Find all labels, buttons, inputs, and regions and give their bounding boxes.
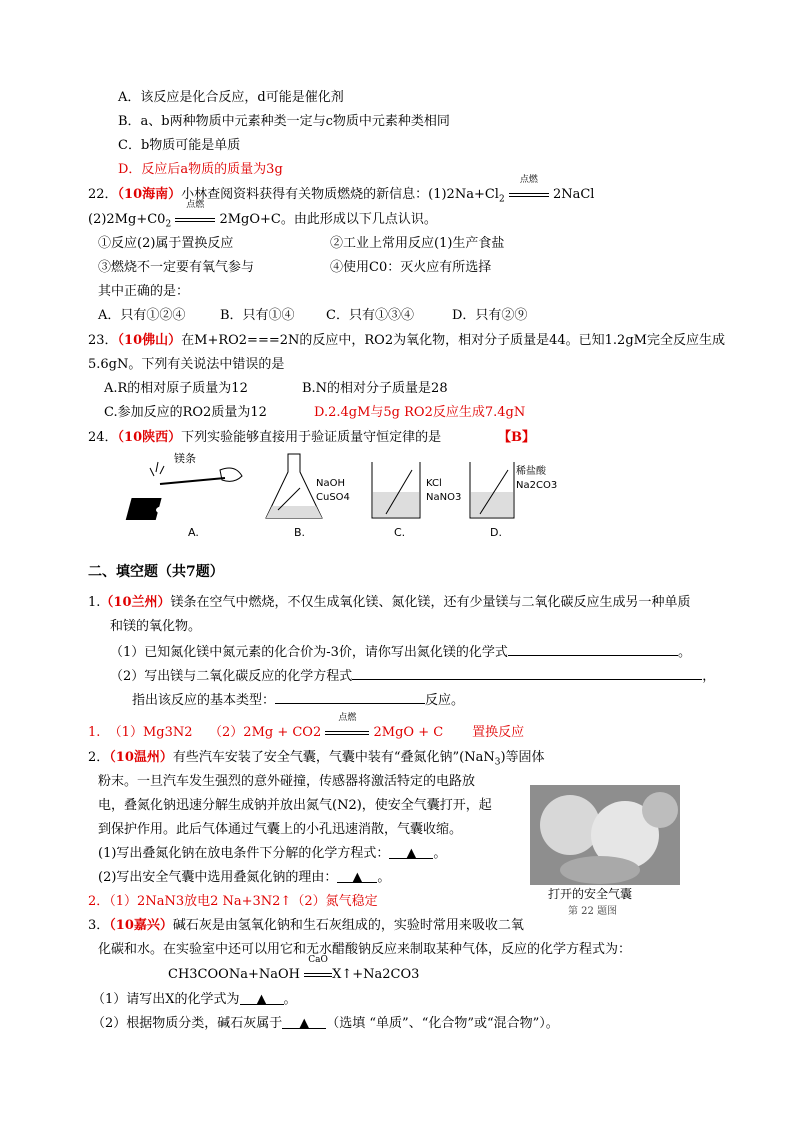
q23-line2: 5.6gN。下列有关说法中错误的是 bbox=[88, 357, 285, 372]
q22-option-a: A．只有①②④ bbox=[98, 308, 186, 323]
experiment-figure bbox=[140, 448, 558, 540]
q23-option-d: D.2.4gM与5g RO2反应生成7.4gN bbox=[314, 405, 526, 420]
label-hcl: 稀盐酸 bbox=[516, 466, 546, 477]
reaction-condition: 点燃 bbox=[509, 185, 549, 205]
q23-option-a: A.R的相对原子质量为12 bbox=[104, 381, 248, 396]
label-nano3: NaNO3 bbox=[426, 492, 462, 503]
apparatus-b bbox=[266, 454, 350, 539]
f3-question-2: （2）根据物质分类，碱石灰属于 ▲ （选填 “单质”、“化合物”或“混合物”）。 bbox=[92, 1016, 559, 1031]
f3-line2: 化碳和水。在实验室中还可以用它和无水醋酸钠反应来制取某种气体，反应的化学方程式为： bbox=[98, 942, 632, 957]
q24-answer: 【B】 bbox=[498, 430, 535, 445]
q23-option-c: C.参加反应的RO2质量为12 bbox=[104, 405, 267, 420]
label-na2co3: Na2CO3 bbox=[516, 480, 558, 491]
answer-blank[interactable]: ▲ bbox=[240, 990, 284, 1005]
photo-caption: 打开的安全气囊 bbox=[548, 887, 633, 901]
f2-question-1: (1)写出叠氮化钠在放电条件下分解的化学方程式： ▲ 。 bbox=[98, 846, 447, 861]
answer-blank[interactable]: ▲ bbox=[337, 868, 377, 883]
caption-d: D. bbox=[490, 526, 502, 539]
caption-b: B. bbox=[294, 526, 306, 539]
f2-line1: 2．（10温州）有些汽车安装了安全气囊，气囊中装有“叠氮化钠”(NaN$_3$)等固体 bbox=[88, 750, 545, 768]
answer-blank[interactable]: ▲ bbox=[282, 1014, 326, 1029]
q21-option-b: B．a、b两种物质中元素种类一定与c物质中元素种类相同 bbox=[118, 114, 450, 129]
label-magnesium: 镁条 bbox=[174, 452, 196, 465]
f2-line2: 粉末。一旦汽车发生强烈的意外碰撞，传感器将激活特定的电路放 bbox=[98, 774, 476, 789]
label-naoh: NaOH bbox=[316, 478, 345, 489]
apparatus-d bbox=[470, 462, 557, 539]
airbag-photo bbox=[530, 785, 680, 885]
q24-line: 24．（10陕西）下列实验能够直接用于验证质量守恒定律的是 bbox=[88, 430, 442, 445]
f3-question-1: （1）请写出X的化学式为 ▲ 。 bbox=[92, 992, 297, 1007]
f1-question-2: （2）写出镁与二氧化碳反应的化学方程式 ， bbox=[110, 665, 715, 687]
answer-blank[interactable]: ▲ bbox=[389, 844, 433, 859]
apparatus-a bbox=[126, 451, 242, 539]
answer-blank[interactable] bbox=[275, 689, 425, 704]
q22-option-c: C．只有①③④ bbox=[326, 308, 414, 323]
q22-option-d: D．只有②⑨ bbox=[452, 308, 528, 323]
q23-line1: 23．（10佛山）在M+RO2===2N的反应中，RO2为氧化物，相对分子质量是44。已知1.2gM完全反应生成 bbox=[88, 333, 725, 348]
f3-line1: 3．（10嘉兴）碱石灰是由氢氧化钠和生石灰组成的，实验时常用来吸收二氧 bbox=[88, 918, 524, 933]
q22-statement-1: ①反应(2)属于置换反应 bbox=[98, 236, 234, 251]
q22-prompt: 其中正确的是： bbox=[98, 284, 190, 299]
q23-option-b: B.N的相对分子质量是28 bbox=[302, 381, 448, 396]
q21-option-c: C．b物质可能是单质 bbox=[118, 138, 241, 153]
f2-line3: 电，叠氮化钠迅速分解生成钠并放出氮气(N2)，使安全气囊打开，起 bbox=[98, 798, 492, 813]
photo-subcaption: 第 22 题图 bbox=[568, 906, 618, 917]
f1-answer: 1. （1）Mg3N2 （2）2Mg + CO2 点燃 2MgO + C 置换反应 bbox=[88, 723, 524, 743]
caption-c: C. bbox=[394, 526, 406, 539]
f1-line2: 和镁的氧化物。 bbox=[110, 619, 202, 634]
f2-line4: 到保护作用。此后气体通过气囊上的小孔迅速消散，气囊收缩。 bbox=[98, 822, 463, 837]
q22-option-b: B．只有①④ bbox=[220, 308, 295, 323]
caption-a: A. bbox=[188, 526, 199, 539]
f1-line1: 1.（10兰州）镁条在空气中燃烧，不仅生成氧化镁、氮化镁，还有少量镁与二氧化碳反应生成另一种单质 bbox=[88, 595, 691, 610]
f3-equation: CH3COONa+NaOH CaO X↑+Na2CO3 bbox=[168, 965, 419, 985]
f2-answer: 2．（1）2NaN3放电2 Na+3N2↑（2）氮气稳定 bbox=[88, 894, 378, 909]
q21-option-a: A．该反应是化合反应，d可能是催化剂 bbox=[118, 90, 344, 105]
answer-blank[interactable] bbox=[352, 665, 702, 680]
reaction-condition-2: 点燃 bbox=[175, 210, 215, 230]
q22-statement-3: ③燃烧不一定要有氧气参与 bbox=[98, 260, 255, 275]
apparatus-c bbox=[372, 462, 461, 539]
q22-statement-4: ④使用C0：灭火应有所选择 bbox=[330, 260, 492, 275]
label-kcl: KCl bbox=[426, 478, 442, 489]
answer-condition: 点燃 bbox=[325, 723, 369, 743]
q22-line1: 22．（10海南）小林查阅资料获得有关物质燃烧的新信息：$(1)2Na+Cl_2$ 点燃 2NaCl bbox=[88, 175, 595, 205]
answer-blank[interactable] bbox=[508, 641, 678, 656]
equation-condition: CaO bbox=[304, 965, 332, 985]
q21-option-d: D．反应后a物质的质量为3g bbox=[118, 162, 283, 177]
label-cuso4: CuSO4 bbox=[316, 492, 350, 503]
q22-statement-2: ②工业上常用反应(1)生产食盐 bbox=[330, 236, 505, 251]
section-heading: 二、填空题（共7题） bbox=[88, 564, 224, 580]
q22-line2: $(2)2Mg+C0_2$ 点燃 2MgO+C。由此形成以下几点认识。 bbox=[88, 200, 437, 230]
f2-question-2: (2)写出安全气囊中选用叠氮化钠的理由： ▲ 。 bbox=[98, 870, 391, 885]
f1-question-3: 指出该反应的基本类型： 反应。 bbox=[132, 689, 464, 711]
f1-question-1: （1）已知氮化镁中氮元素的化合价为-3价，请你写出氮化镁的化学式 。 bbox=[110, 641, 691, 663]
